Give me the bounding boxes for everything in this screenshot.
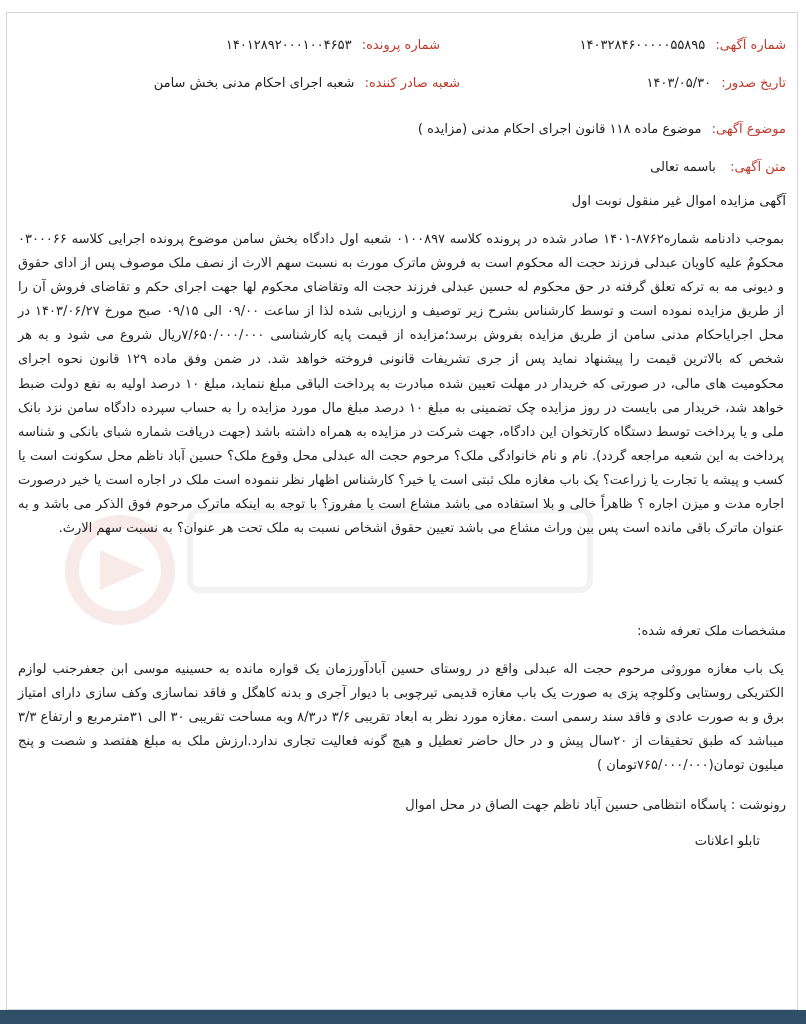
auction-heading: آگهی مزایده اموال غیر منقول نوبت اول [571, 194, 786, 209]
file-number [226, 38, 440, 53]
subject-value: موضوع ماده ۱۱۸ قانون اجرای احکام مدنی (مزایده ) [417, 122, 702, 137]
issuing-branch-value: شعبه اجرای احکام مدنی بخش سامن [153, 76, 355, 91]
notice-number-label: شماره آگهی: [715, 38, 786, 53]
notice-number [580, 38, 786, 53]
issue-date-label: تاریخ صدور: [721, 76, 786, 91]
copy-to: رونوشت : پاسگاه انتظامی حسین آباد ناظم جهت الصاق در محل اموال [405, 798, 786, 813]
issuing-branch [154, 76, 460, 91]
body-intro [650, 160, 786, 175]
body-intro-value: باسمه تعالی [650, 160, 716, 175]
specs-heading: مشخصات ملک تعرفه شده: [637, 624, 786, 639]
main-paragraph: بموجب دادنامه شماره۸۷۶۲-۱۴۰۱ صادر شده در پرونده کلاسه ۰۱۰۰۸۹۷ شعبه اول دادگاه بخش سامن موضوع پرونده اجرایی کلاسه ۰۳۰۰۰۶۶ محکومٌ علیه کاویان عبدلی فرزند حجت اله محکوم است به فروش ماترک مورث به نسبت سهم الارث از نصف ملک موصوف پس از ادای حقوق و دیونی مه به ترکه تعلق گرفته در حق محکوم له حسین عبدلی فرزند حجت اله وتقاضای محکوم لها جهت اجرای حکم و تقاضای فروش آن را از طریق مزایده نموده است و توسط کارشناس بشرح زیر توصیف و ارزیابی شده لذا از ساعت ۰۹/۰۰ الی ۰۹/۱۵ صبح مورخ ۱۴۰۳/۰۶/۲۷ در محل اجرایاحکام مدنی سامن از طریق مزایده بفروش برسد؛مزایده از قیمت پایه کارشناسی ۷/۶۵۰/۰۰۰/۰۰۰ریال شروع می شود و به هر شخص که بالاترین قیمت را پیشنهاد نماید پس از جری تشریفات قانونی فروخته خواهد شد. در ضمن وفق ماده ۱۲۹ قانون نحوه اجرای محکومیت های مالی، در صورتی که خریدار در مهلت تعیین شده مبادرت به پرداخت الباقی مبلغ ننماید، مبلغ ۱۰ درصد اولیه به نفع دولت ضبط خواهد شد، خریدار می بایست در روز مزایده چک تضمینی به مبلغ ۱۰ درصد مبلغ مال مورد مزایده را به حساب سپرده دادگاه سامن نزد بانک ملی و یا پرداخت توسط دستگاه کارتخوان این دادگاه، جهت شرکت در مزایده به همراه داشته باشد (جهت دریافت شماره شبای بانکی و شناسه پرداخت به این شعبه مراجعه گردد). نام و نام خانوادگی ملک؟ مرحوم حجت اله عبدلی محل وقوع ملک؟ حسین آباد ناظم محل سکونت است یا کسب و پیشه یا تجارت یا زراعت؟ یک باب مغازه ملک ثبتی است یا خیر؟ کارشناس اظهار نظر ننموده است ملک در اجاره است یا خیر درصورت اجاره مدت و میزن اجاره ؟ ظاهراً خالی و بلا استفاده می باشد مشاع است یا مفروز؟ با توجه به اینکه ماترک مرحوم فوق الذکر می باشد و به عنوان ماترک باقی مانده است پس بین وراث مشاع می باشد تعیین حقوق اشخاص نسبت به ملک تحت هر عنوان؟ به نسبت سهم الارث. [18, 232, 785, 537]
file-number-label: شماره پرونده: [361, 38, 440, 53]
file-number-value: ۱۴۰۱۲۸۹۲۰۰۰۱۰۰۴۶۵۳ [225, 38, 352, 53]
issuing-branch-label: شعبه صادر کننده: [364, 76, 460, 91]
issue-date [646, 76, 786, 91]
bottom-bar [0, 1010, 806, 1024]
subject [418, 122, 786, 137]
body-intro-label: متن آگهی: [730, 160, 786, 175]
notice-number-value: ۱۴۰۳۲۸۴۶۰۰۰۰۰۵۵۸۹۵ [579, 38, 706, 53]
subject-label: موضوع آگهی: [711, 122, 786, 137]
notice-board: تابلو اعلانات [694, 834, 760, 849]
specs-paragraph: یک باب مغازه موروثی مرحوم حجت اله عبدلی واقع در روستای حسین آبادآورزمان یک قواره مانده به حسینیه موسی ابن جعفرجنب لوازم الکتریکی روستایی وکلوچه پزی به صورت یک باب مغازه قدیمی تیرچوبی با دیوار آجری و بدنه کاهگل و فاقد نماسازی وکف سازی دارای امتیاز برق و به صورت عادی و فاقد سند رسمی است .مغازه مورد نظر به ابعاد تقریبی ۳/۶ در۸/۳ وبه مساحت تقریبی ۳۰ الی ۳۱مترمربع و ارتفاع ۳/۳ میباشد که طبق تحقیقات از ۲۰سال پیش و در حال حاضر تعطیل و هیچ گونه فعالیت تجاری ندارد.ارزش ملک به مبلغ هفتصد و شصت و پنج میلیون تومان(۷۶۵/۰۰۰/۰۰۰تومان ) [18, 662, 784, 774]
issue-date-value: ۱۴۰۳/۰۵/۳۰ [646, 76, 712, 91]
